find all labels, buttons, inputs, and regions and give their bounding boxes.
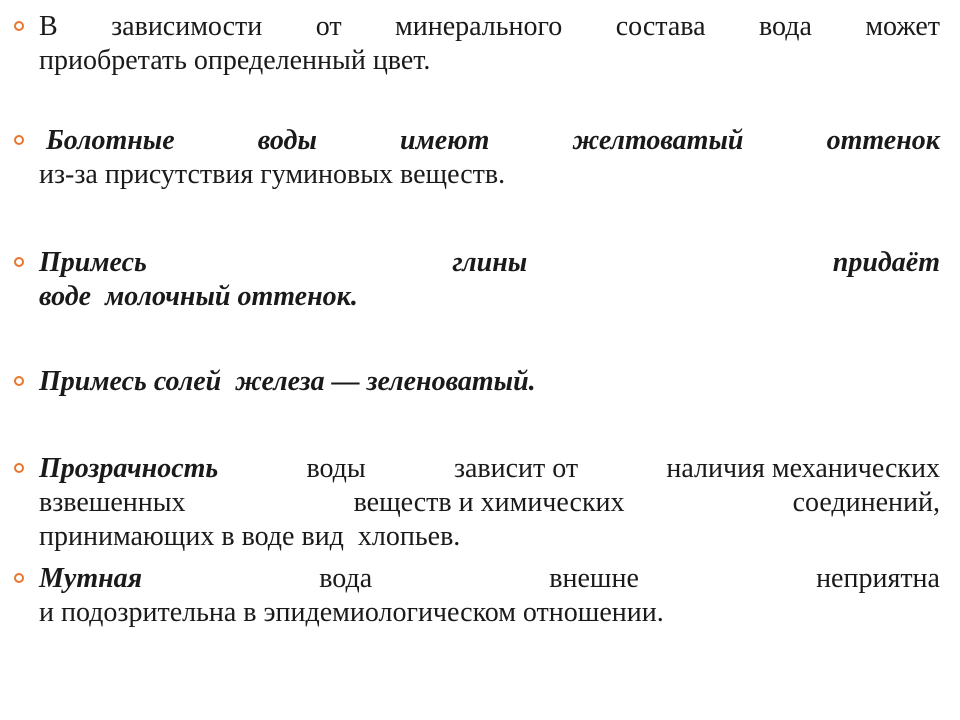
bullet-circle-icon [14,463,24,473]
word: взвешенных [39,487,186,518]
word: зависит от [453,453,579,484]
word: от [315,11,342,42]
word: минерального [395,11,563,42]
bullet-iron-salts [14,365,940,399]
word: зависимости [111,11,263,42]
text-segment: Примесь солей железа — зеленоватый. [39,366,536,397]
text-line [39,596,940,630]
text-line [39,562,940,596]
word: наличия механических [666,453,940,484]
word: веществ и химических [353,487,625,518]
text-line [39,246,940,280]
bullet-swamp-water [14,124,940,192]
text-line [39,10,940,44]
text-line [39,158,940,192]
bullet-transparency [14,452,940,554]
bullet-circle-icon [14,376,24,386]
text-line [39,280,940,314]
word: состава [615,11,706,42]
word: вода [759,11,812,42]
bullet-circle-icon [14,21,24,31]
word: Болотные [39,125,175,156]
word: Прозрачность [39,453,219,484]
text-line [39,124,940,158]
word: может [865,11,940,42]
word: глины [452,247,528,278]
word: Мутная [39,563,143,594]
text-segment: принимающих в воде вид хлопьев. [39,521,461,552]
word: соединений, [792,487,940,518]
word: имеют [400,125,490,156]
text-line [39,486,940,520]
word: неприятна [816,563,940,594]
text-line [39,44,940,78]
text-line [39,520,940,554]
word: оттенок [826,125,940,156]
word: воды [257,125,317,156]
word: вода [319,563,373,594]
bullet-mineral-color [14,10,940,78]
word: придаёт [832,247,940,278]
word: воды [306,453,366,484]
bullet-circle-icon [14,257,24,267]
text-line [39,365,940,399]
text-segment: воде молочный оттенок. [39,281,358,312]
text-line [39,452,940,486]
bullet-circle-icon [14,573,24,583]
bullet-circle-icon [14,135,24,145]
word: В [39,11,58,42]
word: Примесь [39,247,147,278]
word: внешне [549,563,639,594]
bullet-clay-admixture [14,246,940,314]
text-segment: приобретать определенный цвет. [39,45,431,76]
text-segment: из-за присутствия гуминовых веществ. [39,159,506,190]
bullet-turbid-water [14,562,940,630]
text-segment: и подозрительна в эпидемиологическом отношении. [39,597,664,628]
word: желтоватый [572,125,744,156]
